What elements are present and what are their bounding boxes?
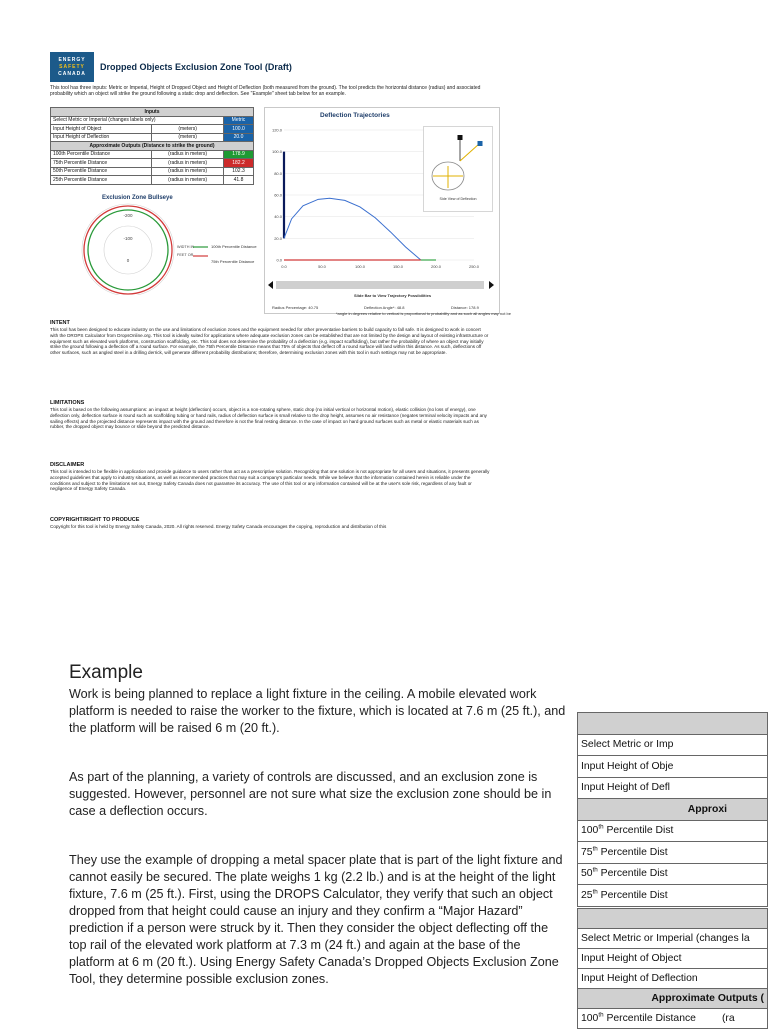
deflection-height-input[interactable]: 20.0 [223, 133, 253, 142]
slider-track[interactable] [276, 281, 484, 289]
example-paragraph-3: They use the example of dropping a metal spacer plate that is part of the light fixture and cannot easily be secured. The plate weighs 1 kg (2.2 lb.) and is at the height of the light fixture, 7.6 m (25 ft.). First, using the DROPS Calculator, they verify that such an object dropped from that height could cause an injury and they confirm a “Major Hazard” prediction if a person were struck by it. Then they consider the object deflecting off the top rail of the elevated work platform at 7.3 m (24 ft.) and again at the base of the platform at 6 m (20 ft.). Using Energy Safety Canada’s Dropped Objects Exclusion Zone Tool, they determine possible exclusion zones. [69, 853, 563, 986]
readout-angle: Deflection Angle*: 48.8 [364, 305, 405, 310]
section-heading-intent: INTENT [50, 320, 70, 326]
metric-select[interactable]: Metric [223, 116, 253, 125]
table-row [578, 1009, 768, 1029]
table-row [51, 133, 254, 142]
row-label: 50th Percentile Dist [578, 863, 768, 885]
row-label: Input Height of Deflection [51, 133, 152, 142]
row-label: 100th Percentile Dist [578, 820, 768, 842]
table-row [51, 176, 254, 185]
y-tick-label: 40.0 [274, 214, 282, 220]
table-row [51, 125, 254, 134]
outputs-header: Approximate Outputs (Distance to strike the ground) [51, 142, 254, 151]
legend-label: 75th Percentile Distance [211, 259, 255, 264]
table-row [578, 929, 768, 949]
row-label: Select Metric or Imperial (changes la [578, 929, 768, 949]
table-row [51, 159, 254, 168]
ring-label: 0 [126, 258, 130, 263]
example-paragraph-1: Work is being planned to replace a light fixture in the ceiling. A mobile elevated work platform is needed to raise the worker to the fixture, which is located at 7.6 m (25 ft.), and the platform will be raised 6 m (20 ft.). [69, 687, 566, 735]
ring-100th [88, 210, 168, 290]
deflection-trajectory-series [284, 198, 421, 260]
x-tick-label: 100.0 [354, 264, 366, 269]
example-paragraph-2: As part of the planning, a variety of controls are discussed, and an exclusion zone is suggested. However, personnel are not sure what size the exclusion zone should be in case a deflection occurs. [69, 770, 552, 818]
ring-75th [84, 206, 172, 294]
table-row [578, 949, 768, 969]
row-unit: (meters) [152, 125, 224, 134]
table-row [578, 777, 768, 799]
x-tick-label: 50.0 [318, 264, 326, 269]
output-value: 41.8 [223, 176, 253, 185]
percentile-label: Percentile Dist [600, 868, 668, 880]
deflected-object-marker [478, 141, 483, 146]
row-label: 100th Percentile Distance [51, 150, 152, 159]
slider-label: Slide Bar to View Trajectory Possibilities [354, 293, 432, 298]
row-unit: (radius in meters) [152, 167, 224, 176]
x-tick-label: 200.0 [430, 264, 442, 269]
row-label: 75th Percentile Dist [578, 842, 768, 864]
x-tick-label: 150.0 [392, 264, 404, 269]
table-row [578, 842, 768, 864]
readout-radius: Radius Percentage: 40.75 [272, 305, 319, 310]
percentile-number: 75 [581, 846, 593, 858]
row-label: Input Height of Object [578, 949, 768, 969]
y-tick-label: 20.0 [274, 235, 282, 241]
inputs-header: Inputs [51, 108, 254, 117]
section-text-copyright: Copyright for this tool is held by Energy Safety Canada, 2020. All rights reserved. Energy Safety Canada encourages the copying, reproduction and distribution of this [50, 524, 387, 529]
percentile-label: Percentile Dist [600, 846, 668, 858]
x-tick-label: 0.0 [281, 264, 287, 269]
outputs-header: Approxi [578, 799, 768, 821]
energy-safety-canada-logo [50, 52, 94, 82]
table-row [578, 969, 768, 989]
row-label: Select Metric or Imperial (changes labels only) [51, 116, 224, 125]
section-heading-copyright: COPYRIGHT/RIGHT TO PRODUCE [50, 517, 140, 523]
table-header-cell [578, 909, 768, 929]
y-tick-label: 80.0 [274, 170, 282, 176]
legend-label: 100th Percentile Distance [211, 244, 257, 249]
row-unit: (radius in meters) [152, 150, 224, 159]
example-table-metric [577, 712, 768, 907]
percentile-label: Percentile Distance [606, 1013, 696, 1024]
section-text-limitations: This tool is based on the following assumptions: an impact at height (deflection) occurs, object is a non-rotating sphere, static drop (no initial vertical or horizontal motion), elastic collision (no loss of energy), one deflection only, deflection surface is round such as scaffolding tubing or hand rails, radius of deflection surface is small relative to the drop height, assumes no air resistance (negates terminal velocity impacts and any sailing effects) and the projected distance represents impact with the ground and therefore is not the final resting distance. In the case of impact on hard ground surfaces such as metal or elastic materials such as rubber, the dropped object may bounce or slide beyond the predicted distance. [50, 407, 487, 430]
table-row [578, 756, 768, 778]
table-row [51, 150, 254, 159]
row-unit: (meters) [152, 133, 224, 142]
row-label: 25th Percentile Dist [578, 885, 768, 907]
percentile-number: 100 [581, 825, 599, 837]
logo-line-3: CANADA [58, 70, 86, 77]
table-row [578, 734, 768, 756]
logo-line-1: ENERGY [58, 56, 86, 63]
bullseye-chart [50, 200, 260, 295]
grid-ring [104, 226, 152, 274]
chart-series [284, 152, 436, 260]
percentile-label: Percentile Dist [606, 825, 674, 837]
y-tick-label: 0.0 [276, 257, 282, 263]
row-unit: (radius in meters) [152, 159, 224, 168]
object-height-input[interactable]: 100.0 [223, 125, 253, 134]
chart-title: Deflection Trajectories [320, 112, 390, 119]
table-row [578, 820, 768, 842]
intro-text: This tool has three inputs: Metric or Imperial, Height of Dropped Object and Height of Deflection (both measured from the ground). The tool predicts the horizontal distance (radius) and associated probability which an object will strike the ground following a static drop and deflection. See "Example" sheet tab below for an example. [50, 85, 481, 97]
output-value: 182.2 [223, 159, 253, 168]
y-tick-label: 120.0 [271, 127, 282, 133]
row-label: Input Height of Object [51, 125, 152, 134]
row-label: 100th Percentile Distance (ra [578, 1009, 768, 1029]
row-label: 25th Percentile Distance [51, 176, 152, 185]
readout-footnote: *angle in degrees relative to vertical is proportional to probability and as such all angles may not be [336, 311, 511, 316]
readout-distance: Distance: 178.9 [451, 305, 479, 310]
slider-right-arrow-icon[interactable] [489, 281, 494, 289]
table-row [51, 116, 254, 125]
row-label: 50th Percentile Distance [51, 167, 152, 176]
row-label: Input Height of Defl [578, 777, 768, 799]
object-marker [458, 135, 463, 140]
percentile-label: Percentile Dist [600, 889, 668, 901]
row-label: Input Height of Obje [578, 756, 768, 778]
legend-small: FEET OR [177, 253, 194, 257]
ring-label: -200 [123, 213, 133, 218]
slider-left-arrow-icon[interactable] [268, 281, 273, 289]
row-unit: (radius in meters) [152, 176, 224, 185]
table-row [51, 167, 254, 176]
y-tick-label: 60.0 [274, 192, 282, 198]
row-label: Input Height of Deflection [578, 969, 768, 989]
legend-small: WIDTH IN [177, 245, 195, 249]
row-label: Select Metric or Imp [578, 734, 768, 756]
section-heading-limitations: LIMITATIONS [50, 400, 85, 406]
bullseye-title: Exclusion Zone Bullseye [102, 195, 173, 201]
section-text-intent: This tool has been designed to educate industry on the use and limitations of exclusion zones and the equipment needed for other preventative barriers to build capacity to fall safe. It is designed to work in concert with the DROPS Calculator from DropsOnline.org. This tool is ideally suited for applications where adequate exclusion zones can be established that are not limited by the design and layout of existing infrastructure or equipment such as elevated work platforms, construction scaffolding, etc. This tool does not determine the probability of a deflection (e.g. impact scaffolding), but rather the probability of where an object may initially strike the ground following a deflection off a round surface. For example, the 75th Percentile Distance means that 75% of objects that deflect off a round surface will land within this distance. As such, deflections off other surfaces, such as angled steel in a drilling derrick, will generate different probability distributions; therefore, determining exclusion zones with this tool in such settings may not be appropriate. [50, 327, 489, 356]
row-label: 75th Percentile Distance [51, 159, 152, 168]
x-tick-label: 250.0 [468, 264, 480, 269]
percentile-number: 25 [581, 889, 593, 901]
ring-label: -100 [123, 236, 133, 241]
y-tick-label: 100.0 [271, 149, 282, 155]
example-title: Example [69, 662, 143, 683]
section-heading-disclaimer: DISCLAIMER [50, 462, 85, 468]
side-view-inset [423, 126, 493, 212]
percentile-number: 100 [581, 1013, 599, 1024]
table-row [578, 885, 768, 907]
output-value: 178.9 [223, 150, 253, 159]
table-header-cell [578, 713, 768, 735]
table-row [578, 863, 768, 885]
inputs-outputs-table [50, 107, 254, 185]
percentile-number: 50 [581, 868, 593, 880]
document-title: Dropped Objects Exclusion Zone Tool (Draft) [100, 62, 292, 72]
logo-line-2: SAFETY [59, 63, 85, 70]
outputs-header: Approximate Outputs ( [578, 989, 768, 1009]
output-value: 102.3 [223, 167, 253, 176]
inset-caption: Side View of Deflection [439, 197, 477, 201]
section-text-disclaimer: This tool is intended to be flexible in application and provide guidance to users rather than act as a prescriptive solution. Recognizing that one solution is not appropriate for all users and situations, it presents generally accepted guidelines that apply to industry situations, as well as recommended practices that may suit a company's particular needs. While we believe that the information contained herein is reliable under the conditions and subject to the limitations set out, Energy Safety Canada does not guarantee its accuracy. The use of this tool or any information contained will be at the user's sole risk, regardless of any fault or negligence of Energy Safety Canada. [50, 469, 490, 492]
example-table-imperial [577, 908, 768, 1029]
percentile-unit: (ra [721, 1013, 735, 1024]
